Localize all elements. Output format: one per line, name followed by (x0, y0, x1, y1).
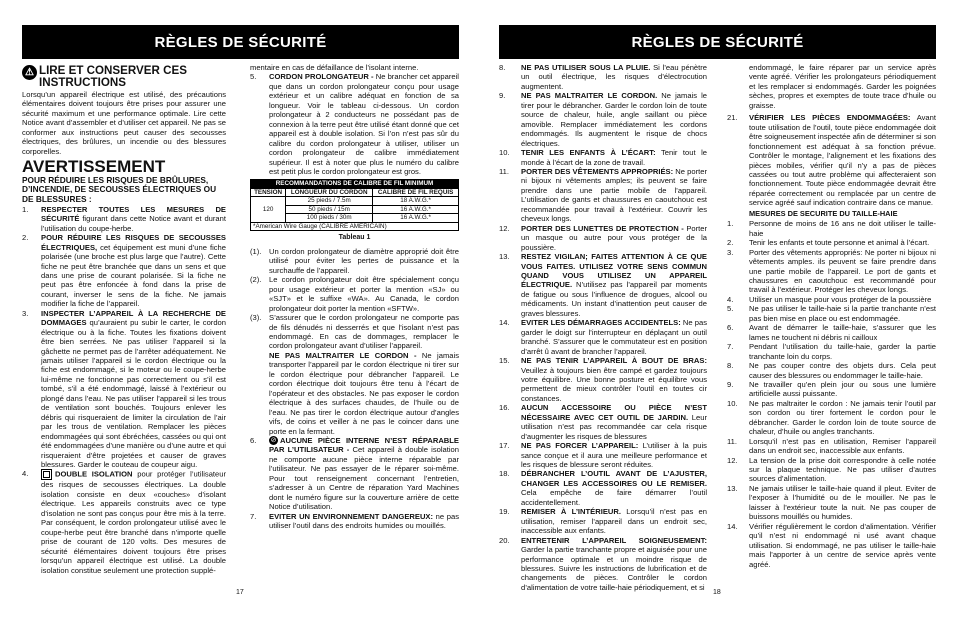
item-number: 9. (727, 379, 734, 389)
table-header: CALIBRE DE FIL REQUIS (373, 188, 459, 197)
item-number: 9. (499, 91, 506, 101)
list-item (727, 113, 936, 208)
cord-abuse-text: Ne jamais transporter l’appareil par le cordon électrique ni tirer sur le cordon électrique pour débrancher l’appareil. Le cordon électrique doit toujours être tenu à l’écart de l’opérateur et des obstacles. Ne pas exposer le cordon électrique à des surfaces chaudes, de l’huile ou de l’eau. Ne pas tirer le cordon électrique autour d’angles vifs, de coins et veiller à ne pas le coincer dans une porte en la fermant. (269, 350, 459, 436)
item-body (41, 205, 226, 233)
list-item (727, 295, 936, 304)
item-text: figurant dans cette Notice avant et durant l’utilisation du coupe-herbe. (41, 214, 226, 233)
item-body (521, 403, 707, 441)
item-body (749, 484, 936, 522)
item-text: Lorsqu’il n’est pas en utilisation, Remiser l’appareil dans un endroit sec, inaccessible aux enfants. (749, 436, 936, 456)
item-number: 10. (727, 398, 738, 408)
page-number: 18 (713, 589, 721, 596)
right-column-2 (727, 63, 936, 583)
item-number: 21. (727, 113, 738, 123)
list-item (499, 63, 707, 91)
list-item (499, 536, 707, 593)
item-number: 13. (727, 483, 738, 493)
item-text: Ne pas garder le doigt sur l’interrupteur en déplaçant un outil branché. S’assurer que le commutateur est en position d’arrêt û avant de brancher l’appareil. (521, 318, 708, 356)
item-body (521, 441, 707, 469)
item-head: PORTER DES VÊTEMENTS APPROPRIÉS: (521, 166, 674, 176)
item-body (41, 309, 226, 470)
item-text: Utiliser un masque pour vous protéger de la poussière (749, 294, 932, 304)
item-head: AUCUNE PIÈCE INTERNE N’EST RÉPARABLE PAR L’UTILISATEUR - (269, 435, 459, 455)
table-header: LONGUEUR DU CORDON (286, 188, 373, 197)
item-number: 1. (22, 204, 29, 214)
item-head: POUR RÉDUIRE LES RISQUES DE SECOUSSES ÉLECTRIQUES, (41, 233, 226, 252)
warning-subtitle: POUR RÉDUIRE LES RISQUES DE BRÛLURES, D’INCENDIE, DE SECOUSSES ÉLECTRIQUES OU DE BLESSURES : (22, 175, 217, 204)
item-head: EVITER UN ENVIRONNEMENT DANGEREUX: (269, 511, 434, 521)
list-item (499, 167, 707, 224)
insulation-continuation: mentaire en cas de défaillance de l’isolant interne. (250, 63, 419, 72)
item-body (521, 224, 707, 252)
list-item (250, 275, 459, 313)
item-body (269, 436, 459, 512)
item-number: 6. (727, 323, 734, 333)
item-text: qu’auraient pu subir le carter, le cordon électrique ou à la fiche. Toutes les fixations doivent être bien serrées. Ne pas utiliser l’appareil si la gâchette ne permet pas de l’arrêter adéquatement. Ne jamais utiliser l’appareil si le cordon électrique ou la fiche est endommagé, si le moteur ou le coupe-herbe lui-même ne fonctionne pas correctement ou s’il est tombé, s’il a été endommagé, laissé à l’extérieur ou plongé dans l’eau. Ne pas utiliser l’appareil si les trous de ventilation sont bouchés. Toujours enlever les débris qui risqueraient de limiter la circulation de l’air par les trous de ventilation. Remplacer les pièces endommagées qui sont ébréchées, cassées ou qui ont été endommagées d’une manière ou d’une autre et qui risqueraient d’être projetées et causer de graves blessures. Garder le couteau de coupeur aigu. (41, 318, 226, 470)
item-body (269, 512, 459, 531)
item-body (749, 219, 936, 238)
list-item (499, 469, 707, 507)
item-text: Ne pas maltraiter le cordon : Ne jamais tenir l’outil par son cordon ou tirer fortement le cordon pour le débrancher. Garder le cordon loin de toute source de chaleur, d’huile ou angles tranchants. (749, 398, 936, 437)
cord-subitems-list (250, 247, 459, 351)
item-body (749, 361, 936, 380)
item-head: EVITER LES DÉMARRAGES ACCIDENTELS: (521, 318, 681, 328)
item-number: 3. (22, 308, 29, 318)
item-text: Tenir les enfants et toute personne et animal à l’écart. (749, 238, 930, 248)
table-footnote: *American Wire Gauge (CALIBRE AMERICAIN) (251, 222, 459, 231)
item-number: (1). (250, 246, 262, 256)
item-text: Si l’eau pénètre un outil électrique, les risques d’électrocution augmentent. (521, 63, 708, 91)
item-text: Vérifier régulièrement le cordon d’alimentation. Vérifier qu’il n’est ni endommagé ni usé avant chaque utilisation. Si endommagé, ne pas utiliser le taille-haie mais l’apporter à un centre de service après vente agréé. (749, 521, 936, 569)
item-body (521, 148, 707, 167)
list-item (727, 304, 936, 323)
list-item (250, 247, 459, 275)
item-number: 4. (22, 469, 29, 479)
list-item (727, 238, 936, 247)
item-head: TENIR LES ENFANTS À L’ÉCART: (521, 148, 656, 158)
list-item (727, 456, 936, 484)
cord-abuse-head: NE PAS MALTRAITER LE CORDON - (269, 350, 417, 360)
right-page (477, 0, 954, 618)
item-text: ne pas utiliser l’outil dans des endroits humides ou mouillés. (269, 511, 459, 531)
item-body (749, 295, 936, 304)
item-number: 7. (250, 511, 257, 521)
item-number: 12. (727, 455, 738, 465)
item-head: CORDON PROLONGATEUR - (269, 72, 374, 82)
item-head: VÉRIFIER LES PIÈCES ENDOMMAGÉES: (749, 113, 911, 123)
list-item (22, 233, 226, 309)
item-number: 8. (499, 63, 506, 72)
table-cell: 18 A.W.G.* (373, 197, 459, 206)
list-item (727, 399, 936, 437)
item-text: Ne pas couper contre des objets durs. Cela peut causer des blessures ou endommager le taille-haie. (749, 361, 936, 380)
item-number: 4. (727, 294, 734, 304)
item-number: 20. (499, 535, 510, 545)
item-head: DOUBLE ISOLATION (55, 469, 133, 479)
item-number: 16. (499, 403, 510, 413)
right-items-list (499, 63, 707, 592)
item-text: Pendant l’utilisation du taille-haie, garder la partie tranchante loin du corps. (749, 342, 936, 361)
item-head: NE PAS MALTRAITER LE CORDON. (521, 91, 658, 101)
list-item (727, 437, 936, 456)
hedge-items-list (727, 219, 936, 569)
item-head: REMISER À L’INTÉRIEUR. (521, 507, 621, 517)
table-cell: 16 A.W.G.* (373, 205, 459, 214)
table-caption: Tableau 1 (338, 234, 371, 242)
item-number: 7. (727, 342, 734, 352)
item-head: INSPECTER L’APPAREIL À LA RECHERCHE DE DOMMAGES (41, 308, 226, 328)
hedge-safety-title: MESURES DE SECURITE DU TAILLE-HAIE (749, 208, 898, 218)
list-item (22, 205, 226, 233)
cord-abuse-paragraph (269, 351, 459, 436)
item-head: ENTRETENIR L’APPAREIL SOIGNEUSEMENT: (521, 535, 707, 545)
read-instructions-heading (22, 65, 226, 89)
item-body (749, 342, 936, 361)
read-instructions-title: LIRE ET CONSERVER CES INSTRUCTIONS (39, 64, 187, 89)
table-row (251, 197, 459, 206)
item-body (749, 456, 936, 484)
right-page-banner: RÈGLES DE SÉCURITÉ (499, 25, 936, 59)
item-body (269, 275, 459, 313)
list-item (499, 91, 707, 148)
item-text: Ne jamais utiliser le taille-haie quand il pleut. Eviter de l’exposer à l’humidité ou de le mouiller. Ne pas le laisser à l’extérieur toute la nuit. Ne pas couper de buissons mouillés ou humides. (749, 483, 936, 522)
left-items-list (22, 205, 226, 575)
item-number: 2. (22, 233, 29, 243)
item-text: Lorsqu’il n’est pas en utilisation, remiser l’appareil dans un endroit sec, inaccessible aux enfants. (521, 507, 708, 536)
item-head: PORTER DES LUNETTES DE PROTECTION - (521, 223, 684, 233)
item-number: (2). (250, 275, 262, 285)
page-number: 17 (236, 589, 244, 596)
item-body (749, 380, 936, 399)
item-number: 17. (499, 441, 510, 451)
item-head: NE PAS FORCER L’APPAREIL: (521, 441, 639, 451)
list-item (727, 342, 936, 361)
item-text: Tenir tout le monde à l’écart de la zone de travail. (521, 148, 707, 167)
item-head: NE PAS TENIR L’APPAREIL À BOUT DE BRAS: (521, 356, 707, 366)
item-number: 15. (499, 356, 510, 366)
item-text: Ne brancher cet appareil que dans un cordon prolongateur conçu pour usage extérieur et un calibre adéquat en fonction de sa longueur. Voir le tableau ci-dessous. Un cordon prolongateur à 2 conducteurs ne possédant pas de connexion à la terre peut être utilisé étant donné que cet appareil est à double isolation. Si l’on n’est pas sûr du calibre du cordon prolongateur à utiliser, utiliser un cordon prolongateur de calibre immédiatement supérieur. Il est à noter que plus le numéro du calibre est petit plus le cordon prolongateur est gros. (269, 72, 459, 176)
list-item (499, 507, 707, 535)
item-head: AUCUN ACCESSOIRE OU PIÈCE N’EST NÉCESSAIRE AVEC CET OUTIL DE JARDIN. (521, 403, 707, 422)
item-text: Ne porter ni bijoux ni vêtements amples; ils peuvent se faire prendre dans une partie mobile de l’appareil. L’utilisation de gants et chaussures en caoutchouc est recommandée pour travail à l’extérieur. Couvrir les cheveux longs. (521, 166, 707, 224)
item-body (749, 238, 936, 247)
safety-alert-icon: ⚠ (22, 65, 37, 80)
item-text: Garder la partie tranchante propre et aiguisée pour une performance optimale et un moindre risque de blessures. Suivre les instructions de lubrification et de changements de pièces. Contrôler le cordon d’alimentation de votre taille-haie périodiquement, et si (521, 545, 707, 592)
item-number: 11. (499, 166, 509, 176)
item-body (269, 313, 459, 351)
item-body (749, 323, 936, 342)
item-text: Porter des vêtements appropriés: Ne porter ni bijoux ni vêtements amples. ils peuvent se faire prendre dans une partie mobile de l’appareil. Le port de gants et chaussures en caoutchouc est recommandé pour travail à l’extérieur. Protéger les cheveux longs. (749, 247, 936, 295)
item-body (521, 252, 707, 318)
warning-title: AVERTISSEMENT (22, 157, 166, 177)
item-number: 3. (727, 247, 734, 257)
item-body (521, 167, 707, 224)
item-body (521, 91, 707, 148)
item-text: Avant toute utilisation de l’outil, toute pièce endommagée doit être soigneusement inspectée afin de déterminer si son fonctionnement est adéquat à sa fonction prévue. Contrôler le montage, l’alignement et les fixations des pièces mobiles, vérifier qu’il n’y a pas de pièces cassées ou tout autre problème qui affecteraient son fonctionnement. Toute pièce endommagée devrait être réparée correctement ou remplacée par un centre de service agréé sauf indication contraire dans ce manue. (749, 113, 936, 208)
list-item (727, 380, 936, 399)
item-number: 12. (499, 223, 510, 233)
item-body (269, 247, 459, 275)
list-item (727, 522, 936, 569)
item-text: Ne jamais le tirer pour le débrancher. Garder le cordon loin de toute source de chaleur, huile, angle saillant ou pièce amovible. Remplacer immédiatement les cordons endommagés. Ils augmentent le risque de chocs électriques. (521, 91, 708, 148)
table-header: TENSION (251, 188, 286, 197)
item-text: Veuillez à toujours bien être campé et gardez toujours votre équilibre. Une bonne posture et équilibre vous permettent de mieux contrôler l’outil en toutes cir constances. (521, 365, 707, 403)
item-number: 14. (727, 521, 738, 531)
item-text: S’assurer que le cordon prolongateur ne comporte pas de fils dénudés ni desserrés et que l’isolant n’est pas endommagé. En cas de dommages, remplacer le cordon prolongateur avant d’utiliser l’appareil. (269, 313, 459, 351)
list-item (22, 469, 226, 575)
item-body (269, 72, 459, 176)
item-head: NE PAS UTILISER SOUS LA PLUIE. (521, 63, 651, 72)
list-item (499, 148, 707, 167)
item-text: Leur utilisation n’est pas recommandée car cela risque d’augmenter les risques de blessures (521, 412, 707, 441)
table-cell: 16 A.W.G.* (373, 214, 459, 223)
left-page-banner: RÈGLES DE SÉCURITÉ (22, 25, 459, 59)
list-item (727, 248, 936, 295)
item-number: 13. (499, 252, 510, 262)
list-item (727, 484, 936, 522)
item-body (749, 399, 936, 437)
item-text: Personne de moins de 16 ans ne doit utiliser le taille-haie (749, 219, 936, 238)
item-body (749, 304, 936, 323)
list-item (727, 219, 936, 238)
item-body (521, 536, 707, 593)
item-number: 1. (727, 219, 734, 229)
item-number: 5. (727, 304, 734, 314)
item-body (521, 63, 707, 91)
item-number: 10. (499, 148, 510, 158)
item-body (41, 469, 226, 575)
table-cell: 100 pieds / 30m (286, 214, 373, 223)
item-text: Un cordon prolongateur de diamètre approprié doit être utilisé pour éviter les pertes de puissance et la surchauffe de l’appareil. (269, 246, 459, 275)
maintenance-continuation: endommagé, le faire réparer par un service après vente agréé. Vérifier les prolongateurs périodiquement et les remplacer si endommagés. Garder les poignées sèches, propres et exemptes de toute trace d’huile ou graisse. (749, 63, 936, 110)
item-text: Cela empêche de faire démarrer l’outil accidentellement. (521, 488, 707, 507)
no-service-icon: ⊘ (270, 437, 277, 445)
item-number: (3). (250, 313, 262, 323)
item-head: RESPECTER TOUTES LES MESURES DE SÉCURITÉ (41, 204, 226, 224)
item-text: Cet appareil à double isolation ne comporte aucune pièce interne réparable par l’utilisateur. Ne pas essayer de le réparer soi-même. Pour tout renseignement concernant l’entretien, s’adresser à un Centre de réparation Yard Machines dont le numéro figure sur la couverture arrière de cette Notice d’utilisation. (269, 445, 459, 512)
item-number: 8. (727, 361, 734, 371)
item-text: Ne pas utiliser le taille-haie si la partie tranchante n’est pas bien mise en place ou est endommagée. (749, 304, 936, 323)
item-head: RESTEZ VIGILAN; FAITES ATTENTION À CE QUE VOUS FAITES. UTILISEZ VOTRE SENS COMMUN QUAND VOUS UTILISEZ UN APPAREIL ÉLECTRIQUE. (521, 252, 707, 290)
list-item (499, 252, 707, 318)
item-text: Avant de démarrer le taille-haie, s’assurer que les lames ne touchent ni débris ni cailloux (749, 323, 936, 342)
list-item (250, 313, 459, 351)
list-item (727, 323, 936, 342)
item-text: cet équipement est muni d’une fiche polarisée (une broche est plus large que l’autre). Cette fiche ne peut être branchée que dans un sens et que dans une prise de courant polarisée. Si la fiche ne peut pas être enfoncée à fond dans la prise de courant, inverser le sens de la fiche. Ne jamais modifier la fiche de l’appareil. (41, 242, 226, 309)
item-body (521, 469, 707, 507)
item-text: Le cordon prolongateur doit être spécialement conçu pour usage extérieur et porter la mention «SJ» ou «SJT» et le suffixe «WA». Au Canada, le cordon prolongateur doit porter la mention «SFTW». (269, 275, 459, 313)
double-insulation-icon (41, 469, 52, 480)
intro-paragraph: Lorsqu’un appareil électrique est utilisé, des précautions élémentaires doivent toujours être prises pour assurer une sécurité maximum et une performance optimale. Lire cette Notice avant d’assembler et d’utiliser cet appareil. Ne pas se conformer aux instructions peut causer des secousses électriques, des brûlures, un incendie ou des blessures corporelles. (22, 90, 226, 156)
table-cell: 25 pieds / 7.5m (286, 197, 373, 206)
table-cell-voltage: 120 (251, 197, 286, 223)
item-number: 6. (250, 435, 257, 445)
item-text: pour protéger l’utilisateur des risques de secousses électriques. La double isolation consiste en deux «couches» d’isolant électrique. Les appareils construits avec ce type d’isolation ne sont pas conçus pour être mis à la terre. Par conséquent, le cordon prolongateur utilisé avec le coupe-herbe peut être branché dans n’importe quelle prise de courant de 120 volts. Des mesures de sécurité élémentaires doivent toujours être prises lorsqu’un appareil électrique est utilisé. La double isolation constitue seulement une protection supplé- (41, 469, 227, 575)
item-body (521, 318, 707, 356)
item-text: Ne travailler qu’en plein jour ou sous une lumière artificielle aussi puissante. (749, 379, 936, 399)
item-head: DÉBRANCHER L’OUTIL AVANT DE L’AJUSTER, CHANGER LES ACCESSOIRES OU LE REMISER. (521, 469, 707, 488)
item-text: La tension de la prise doit correspondre à celle notée sur la plaque technique. Ne pas utiliser d’autres sources d’alimentation. (749, 455, 936, 484)
list-item (499, 403, 707, 441)
item-body (521, 507, 707, 535)
left-column-2 (250, 63, 459, 583)
right-column-1 (499, 63, 708, 592)
list-item (22, 309, 226, 470)
item-number: 5. (250, 72, 257, 82)
table-cell: 50 pieds / 15m (286, 205, 373, 214)
item-text: L’utiliser à la puis sance conçue et il aura une meilleure performance et les risques de blessure seront réduites. (521, 441, 707, 470)
item-body (749, 437, 936, 456)
list-item (499, 441, 707, 469)
item-number: 14. (499, 318, 510, 328)
list-item (250, 72, 459, 176)
list-item (250, 512, 459, 531)
list-item (499, 356, 707, 403)
item-number: 19. (499, 507, 510, 517)
wire-gauge-table (250, 179, 459, 231)
item-body (41, 233, 226, 309)
list-item (499, 224, 707, 252)
item-number: 18. (499, 469, 510, 479)
item-number: 11. (727, 436, 737, 446)
item-body (521, 356, 707, 403)
list-item (499, 318, 707, 356)
list-item (250, 436, 459, 512)
left-column-1 (22, 63, 226, 583)
item-text: Porter un masque ou autre pour vous protéger de la poussière. (521, 223, 707, 252)
item-text: N’utilisez pas l’appareil par moments de fatigue ou sous l’influence de drogues, alcool ou médicaments. Un instant d’inattention peut causer de graves blessures. (521, 280, 707, 318)
item-body (749, 113, 936, 208)
item-number: 2. (727, 238, 734, 248)
table-title: RECOMMANDATIONS DE CALIBRE DE FIL MINIMUM (251, 180, 459, 189)
item-body (749, 522, 936, 569)
item-body (749, 248, 936, 295)
list-item (727, 361, 936, 380)
